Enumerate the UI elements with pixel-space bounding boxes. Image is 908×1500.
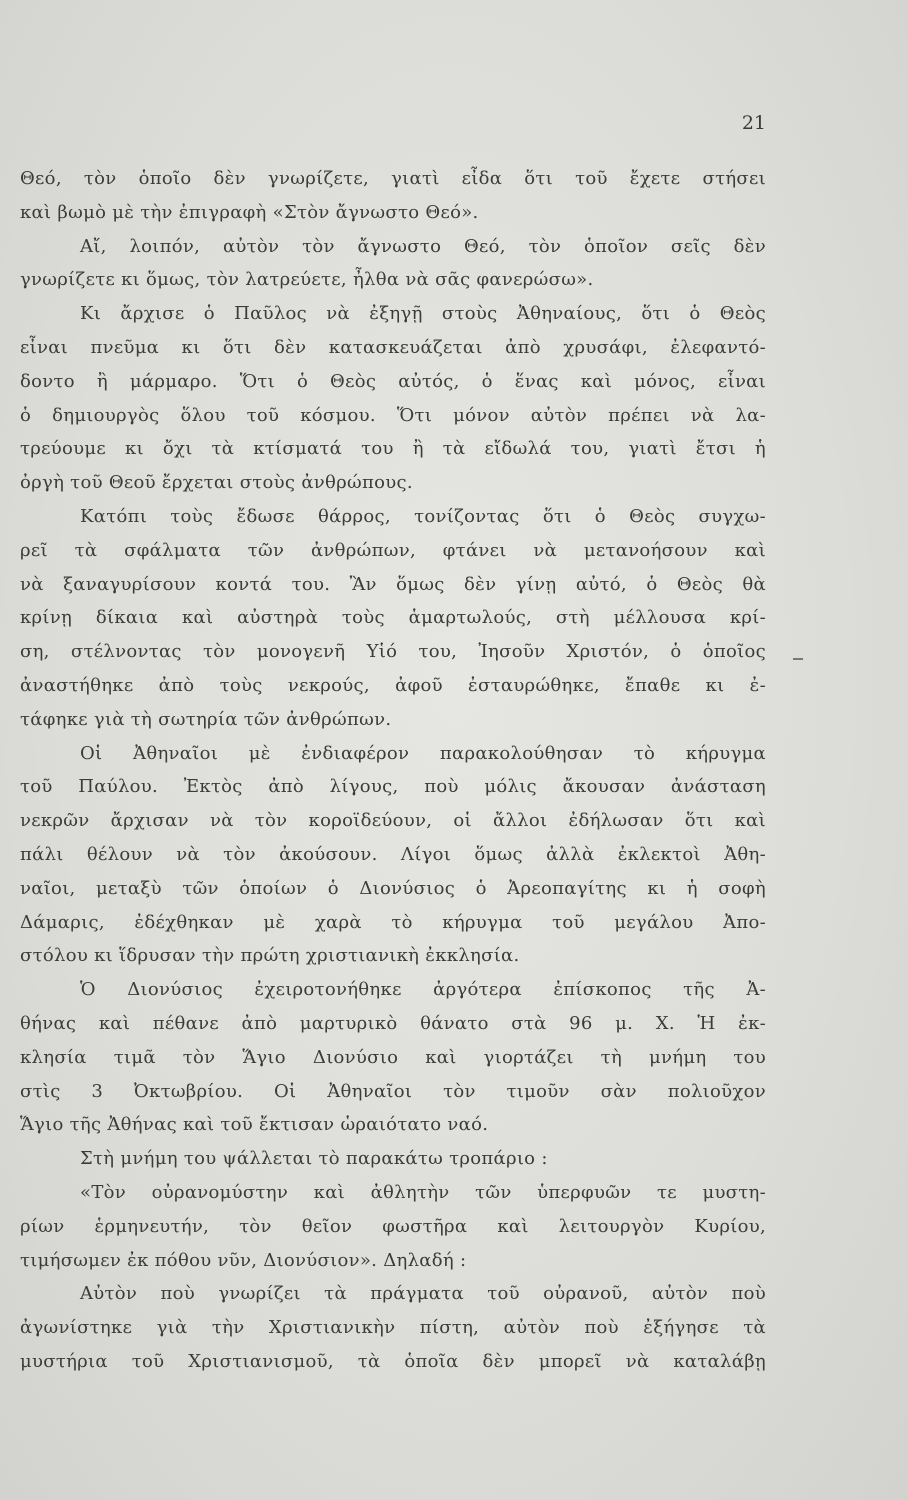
text-line: δοντο ἢ μάρμαρο. Ὅτι ὁ Θεὸς αὐτός, ὁ ἕνας καὶ μόνος, εἶναι <box>20 370 766 392</box>
text-line: κλησία τιμᾶ τὸν Ἅγιο Διονύσιο καὶ γιορτάζει τὴ μνήμη του <box>20 1046 766 1068</box>
text-line: τάφηκε γιὰ τὴ σωτηρία τῶν ἀνθρώπων. <box>20 708 392 730</box>
text-line: στόλου κι ἵδρυσαν τὴν πρώτη χριστιανικὴ ἐκκλησία. <box>20 945 520 967</box>
text-line: στὶς 3 Ὀκτωβρίου. Οἱ Ἀθηναῖοι τὸν τιμοῦν σὰν πολιοῦχον <box>20 1080 766 1102</box>
text-line: γνωρίζετε κι ὅμως, τὸν λατρεύετε, ἦλθα νὰ σᾶς φανερώσω». <box>20 269 594 291</box>
text-line: Κατόπι τοὺς ἔδωσε θάρρος, τονίζοντας ὅτι ὁ Θεὸς συγχω- <box>80 505 766 527</box>
text-line: νὰ ξαναγυρίσουν κοντά του. Ἂν ὅμως δὲν γίνῃ αὐτό, ὁ Θεὸς θὰ <box>20 573 766 595</box>
text-line: Θεό, τὸν ὁποῖο δὲν γνωρίζετε, γιατὶ εἶδα ὅτι τοῦ ἔχετε στήσει <box>20 168 766 189</box>
margin-mark <box>793 658 803 660</box>
text-line: κρίνῃ δίκαια καὶ αὐστηρὰ τοὺς ἁμαρτωλούς, στὴ μέλλουσα κρί- <box>20 607 766 629</box>
text-line: ρεῖ τὰ σφάλματα τῶν ἀνθρώπων, φτάνει νὰ μετανοήσουν καὶ <box>20 539 766 561</box>
text-line: Στὴ μνήμη του ψάλλεται τὸ παρακάτω τροπάριο : <box>80 1148 548 1170</box>
text-line: Κι ἄρχισε ὁ Παῦλος νὰ ἐξηγῇ στοὺς Ἀθηναίους, ὅτι ὁ Θεὸς <box>80 303 766 325</box>
text-line: Αὐτὸν ποὺ γνωρίζει τὰ πράγματα τοῦ οὐρανοῦ, αὐτὸν ποὺ <box>80 1283 766 1305</box>
text-line: Ὁ Διονύσιος ἐχειροτονήθηκε ἀργότερα ἐπίσκοπος τῆς Ἀ- <box>80 979 766 1001</box>
text-line: ὁ δημιουργὸς ὅλου τοῦ κόσμου. Ὅτι μόνον αὐτὸν πρέπει νὰ λα- <box>20 404 766 426</box>
text-line: «Τὸν οὐρανομύστην καὶ ἀθλητὴν τῶν ὑπερφυῶν τε μυστη- <box>80 1181 766 1203</box>
text-line: θήνας καὶ πέθανε ἀπὸ μαρτυρικὸ θάνατο στὰ 96 μ. Χ. Ἡ ἐκ- <box>20 1012 766 1034</box>
text-line: ση, στέλνοντας τὸν μονογενῆ Υἱό του, Ἰησοῦν Χριστόν, ὁ ὁποῖος <box>20 641 766 663</box>
body-text <box>20 162 766 1379</box>
text-line: τιμήσωμεν ἐκ πόθου νῦν, Διονύσιον». Δηλαδή : <box>20 1249 467 1271</box>
text-line: Οἱ Ἀθηναῖοι μὲ ἐνδιαφέρον παρακολούθησαν τὸ κήρυγμα <box>80 742 766 764</box>
text-line: πάλι θέλουν νὰ τὸν ἀκούσουν. Λίγοι ὅμως ἀλλὰ ἐκλεκτοὶ Ἀθη- <box>20 843 766 865</box>
text-line: Δάμαρις, ἐδέχθηκαν μὲ χαρὰ τὸ κήρυγμα τοῦ μεγάλου Ἀπο- <box>20 911 766 933</box>
text-line: ρίων ἑρμηνευτήν, τὸν θεῖον φωστῆρα καὶ λειτουργὸν Κυρίου, <box>20 1215 766 1237</box>
text-line: μυστήρια τοῦ Χριστιανισμοῦ, τὰ ὁποῖα δὲν μπορεῖ νὰ καταλάβῃ <box>20 1350 766 1372</box>
text-line: τρεύουμε κι ὄχι τὰ κτίσματά του ἢ τὰ εἴδωλά του, γιατὶ ἔτσι ἡ <box>20 438 766 460</box>
text-line: Αἴ, λοιπόν, αὐτὸν τὸν ἄγνωστο Θεό, τὸν ὁποῖον σεῖς δὲν <box>80 235 766 257</box>
text-line: καὶ βωμὸ μὲ τὴν ἐπιγραφὴ «Στὸν ἄγνωστο Θεό». <box>20 201 479 223</box>
text-line: τοῦ Παύλου. Ἐκτὸς ἀπὸ λίγους, ποὺ μόλις ἄκουσαν ἀνάσταση <box>20 776 766 798</box>
text-line: ναῖοι, μεταξὺ τῶν ὁποίων ὁ Διονύσιος ὁ Ἀρεοπαγίτης κι ἡ σοφὴ <box>20 877 766 899</box>
text-line: ἀγωνίστηκε γιὰ τὴν Χριστιανικὴν πίστη, αὐτὸν ποὺ ἐξήγησε τὰ <box>20 1317 766 1339</box>
text-line: εἶναι πνεῦμα κι ὅτι δὲν κατασκευάζεται ἀπὸ χρυσάφι, ἐλεφαντό- <box>20 336 766 358</box>
text-line: νεκρῶν ἄρχισαν νὰ τὸν κοροϊδεύουν, οἱ ἄλλοι ἐδήλωσαν ὅτι καὶ <box>20 810 766 832</box>
text-line: ὀργὴ τοῦ Θεοῦ ἔρχεται στοὺς ἀνθρώπους. <box>20 472 413 494</box>
text-line: Ἅγιο τῆς Ἀθήνας καὶ τοῦ ἔκτισαν ὡραιότατο ναό. <box>20 1114 489 1136</box>
page-number: 21 <box>741 112 766 134</box>
text-line: ἀναστήθηκε ἀπὸ τοὺς νεκρούς, ἀφοῦ ἐσταυρώθηκε, ἔπαθε κι ἐ- <box>20 674 766 696</box>
